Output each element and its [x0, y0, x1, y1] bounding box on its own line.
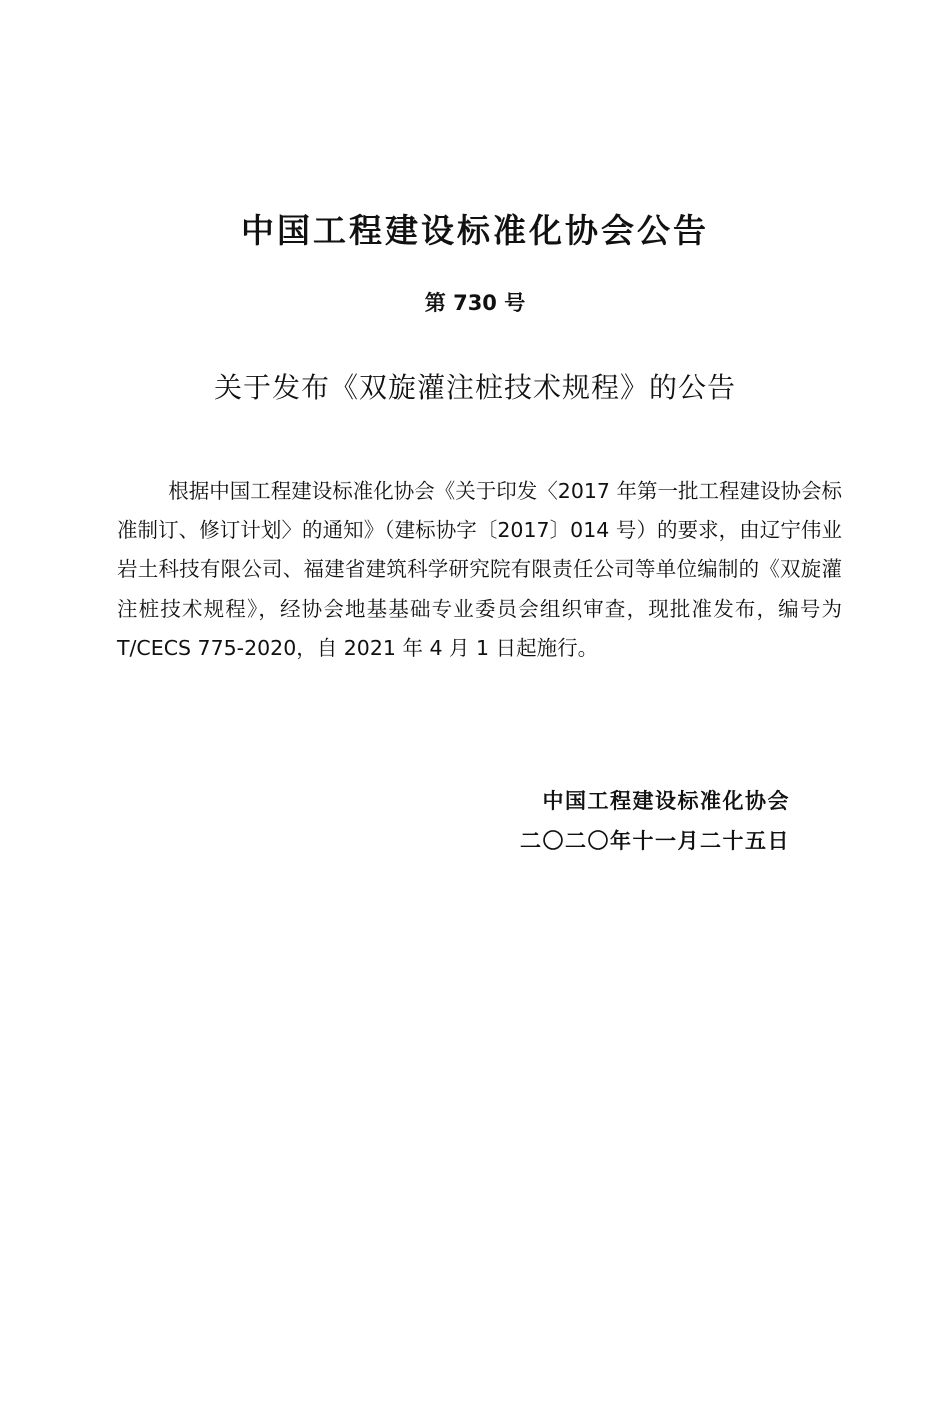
signature-block — [470, 781, 790, 861]
announcement-subtitle: 关于发布《双旋灌注桩技术规程》的公告 — [213, 371, 736, 404]
signature-organization: 中国工程建设标准化协会 — [542, 789, 790, 813]
document-number: 第 730 号 — [424, 291, 526, 315]
main-title: 中国工程建设标准化协会公告 — [241, 211, 709, 250]
announcement-body: 根据中国工程建设标准化协会《关于印发〈2017 年第一批工程建设协会标准制订、修订计划〉的通知》（建标协字〔2017〕014 号）的要求，由辽宁伟业岩土科技有限公司、福建省建筑科学研究院有限责任公司等单位编制的《双旋灌注桩技术规程》，经协会地基基础专业委员会组织审查，现批准发布，编号为 T/CECS 775-2020，自 2021 年 4 月 1 日起施行。 — [117, 479, 842, 660]
signature-date: 二〇二〇年十一月二十五日 — [520, 829, 790, 853]
